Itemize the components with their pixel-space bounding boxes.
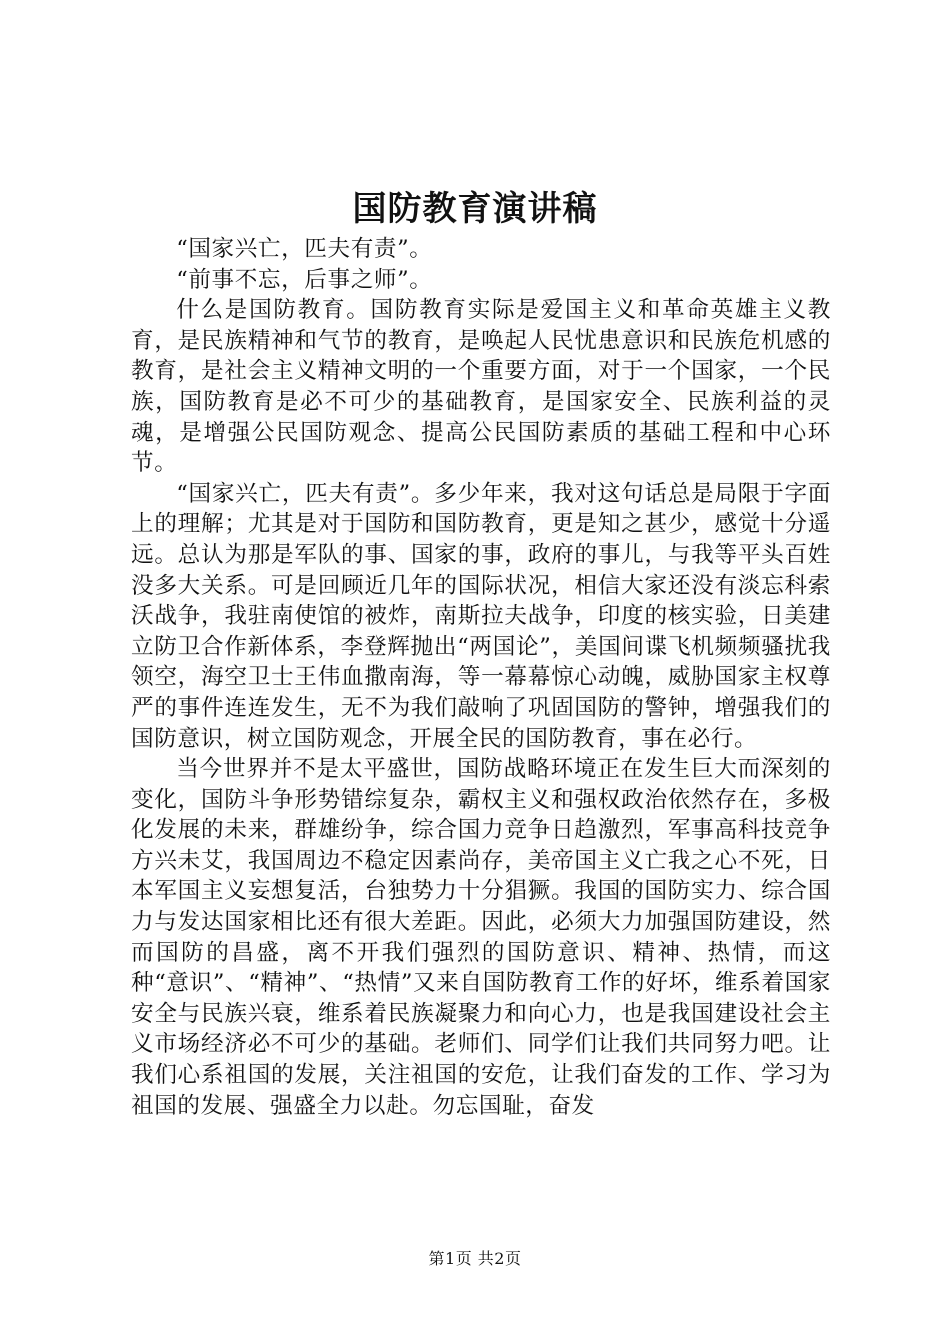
page-number-footer: 第1页 共2页 — [428, 1249, 522, 1268]
document-body — [131, 234, 831, 1121]
paragraph-reflection: “国家兴亡，匹夫有责”。多少年来，我对这句话总是局限于字面上的理解；尤其是对于国防和国防教育，更是知之甚少，感觉十分遥远。总认为那是军队的事、国家的事，政府的事儿，与我等平头百姓没多大关系。可是回顾近几年的国际状况，相信大家还没有淡忘科索沃战争，我驻南使馆的被炸，南斯拉夫战争，印度的核实验，日美建立防卫合作新体系，李登辉抛出“两国论”，美国间谍飞机频频骚扰我领空，海空卫士王伟血撒南海，等一幕幕惊心动魄，威胁国家主权尊严的事件连连发生，无不为我们敲响了巩固国防的警钟，增强我们的国防意识，树立国防观念，开展全民的国防教育，事在必行。 — [131, 480, 831, 752]
paragraph-definition: 什么是国防教育。国防教育实际是爱国主义和革命英雄主义教育，是民族精神和气节的教育，是唤起人民忧患意识和民族危机感的教育，是社会主义精神文明的一个重要方面，对于一个国家，一个民族，国防教育是必不可少的基础教育，是国家安全、民族利益的灵魂，是增强公民国防观念、提高公民国防素质的基础工程和中心环节。 — [131, 297, 831, 477]
paragraph-quote-1: “国家兴亡，匹夫有责”。 — [176, 236, 433, 262]
paragraph-quote-2: “前事不忘，后事之师”。 — [176, 266, 433, 293]
paragraph-world-situation: 当今世界并不是太平盛世，国防战略环境正在发生巨大而深刻的变化，国防斗争形势错综复杂，霸权主义和强权政治依然存在，多极化发展的未来，群雄纷争，综合国力竞争日趋激烈，军事高科技竞争方兴未艾，我国周边不稳定因素尚存，美帝国主义亡我之心不死，日本军国主义妄想复活，台独势力十分猖獗。我国的国防实力、综合国力与发达国家相比还有很大差距。因此，必须大力加强国防建设，然而国防的昌盛，离不开我们强烈的国防意识、精神、热情，而这种“意识”、“精神”、“热情”又来自国防教育工作的好坏，维系着国家安全与民族兴衰，维系着民族凝聚力和向心力，也是我国建设社会主义市场经济必不可少的基础。老师们、同学们让我们共同努力吧。让我们心系祖国的发展，关注祖国的安危，让我们奋发的工作、学习为祖国的发展、强盛全力以赴。勿忘国耻，奋发 — [131, 756, 831, 1119]
document-title: 国防教育演讲稿 — [352, 189, 598, 229]
